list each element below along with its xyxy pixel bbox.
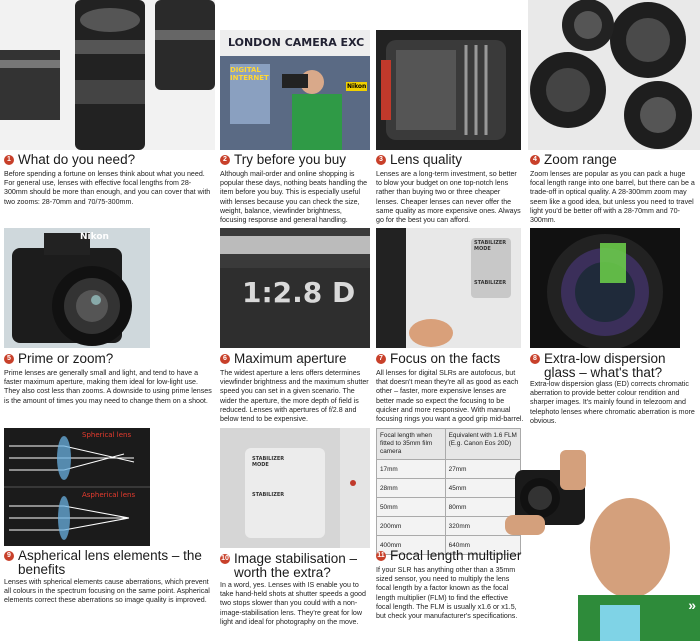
zoom-lenses-illustration (528, 0, 700, 150)
section-4-number: 4 (530, 155, 540, 165)
section-10-heading (220, 552, 375, 580)
lens-diagram-illustration (4, 428, 150, 546)
section-3-number: 3 (376, 155, 386, 165)
table-cell: 320mm (445, 517, 520, 536)
section-1-body: Before spending a fortune on lenses think about what you need. For general use, lenses with effective focal lengths from 28-300mm should be more than enough, and you can cover that with two zooms: 28-70mm and 70/75-300mm. (4, 170, 211, 206)
section-1-title: What do you need? (18, 152, 136, 167)
section-8-title: Extra-low dispersion glass – what's that? (544, 351, 666, 380)
section-10-body: In a word, yes. Lenses with IS enable you to take hand-held shots at shutter speeds a good two stops slower than you could with a non-image-stabilisation lens. They're great for low light and ideal for photography on the move. (220, 581, 366, 626)
section-2-title: Try before you buy (234, 152, 347, 167)
shop-photo (220, 30, 370, 150)
aspherical-lens-label: Aspherical lens (82, 491, 136, 499)
section-9-number: 9 (4, 551, 14, 561)
section-8-heading (530, 352, 698, 380)
table-cell: 50mm (377, 498, 446, 517)
shop-badge-text: Nikon (347, 83, 367, 90)
focus-ring-photo (376, 228, 521, 348)
focus-stabilizer-mode-text: STABILIZER MODE (474, 240, 507, 252)
section-8-number: 8 (530, 354, 540, 364)
table-cell: 27mm (445, 460, 520, 479)
section-3-heading (376, 153, 524, 167)
lens-quality-photo (376, 30, 521, 150)
table-cell: 400mm (377, 536, 446, 555)
table-cell: 28mm (377, 479, 446, 498)
section-7-heading (376, 352, 524, 366)
section-2-number: 2 (220, 155, 230, 165)
shop-sign-text: LONDON CAMERA EXC (228, 36, 365, 49)
table-cell: 45mm (445, 479, 520, 498)
section-8-body: Extra-low dispersion glass (ED) corrects chromatic aberration to provide better colour rendition and sharper images. It's mainly found in telezoom and telephoto lenses where chromatic aberration is more obvious. (530, 380, 695, 425)
photographer-illustration (500, 430, 700, 641)
section-1-number: 1 (4, 155, 14, 165)
lens-barrel-illustration (376, 30, 521, 150)
table-cell: 17mm (377, 460, 446, 479)
section-4-title: Zoom range (544, 152, 617, 167)
section-4-body: Zoom lenses are popular as you can pack a huge focal length range into one barrel, but there can be a trade-off in optical quality. A 28-300mm zoom may seem like a good idea, but unless you need to travel light you'd be better off with a 28-70mm and 70-300mm. (530, 170, 695, 225)
section-9-heading (4, 549, 214, 577)
section-6-title: Maximum aperture (234, 351, 347, 366)
section-7-body: All lenses for digital SLRs are autofocus, but that doesn't mean they're all as good as each other – faster, more expensive lenses are better made so expect the focusing to be quicker and more responsive. With manual focusing rings you want a good grip mid-barrel. (376, 369, 524, 424)
aperture-marking-text: 1:2.8 D (242, 276, 356, 309)
table-row (377, 498, 521, 517)
table-cell: 640mm (445, 536, 520, 555)
shop-window-text: DIGITAL INTERNET (230, 66, 269, 82)
section-2-body: Although mail-order and online shopping is popular these days, nothing beats handling the item before you buy. This is especially useful with lenses because you can check the size, weight, balance, viewfinder brightness, focusing response and general handling. (220, 170, 368, 225)
focus-stabilizer-text: STABILIZER (474, 280, 507, 286)
section-5-heading (4, 352, 214, 366)
photographer-photo (500, 430, 700, 641)
section-7-title: Focus on the facts (390, 351, 501, 366)
section-6-number: 6 (220, 354, 230, 364)
section-11-body: If your SLR has anything other than a 35mm sized sensor, you need to multiply the lens focal length by a factor known as the focal length multiplier (FLM) to find the effective focal length. The FLM is usually x1.6 or x1.5, but check your manufacturer's specifications. (376, 566, 518, 621)
zoom-lenses-photo (528, 0, 700, 150)
lenses-photo (0, 0, 215, 150)
section-11-title: Focal length multiplier (390, 548, 522, 563)
section-6-heading (220, 352, 370, 366)
stabiliser-illustration (220, 428, 370, 548)
section-5-number: 5 (4, 354, 14, 364)
section-4-heading (530, 153, 698, 167)
double-chevron-right-icon[interactable]: » (688, 597, 696, 613)
section-10-number: 10 (221, 555, 229, 562)
table-row (377, 517, 521, 536)
ed-glass-photo (530, 228, 680, 348)
section-9-title: Aspherical lens elements – the benefits (18, 548, 202, 577)
section-10-title: Image stabilisation – worth the extra? (234, 551, 358, 580)
section-2-heading (220, 153, 370, 167)
table-row (377, 479, 521, 498)
table-row (377, 460, 521, 479)
table-header-equivalent: Equivalent with 1.6 FLM (E.g. Canon Eos 20D) (445, 429, 520, 460)
lens-diagram (4, 428, 150, 546)
section-9-body: Lenses with spherical elements cause aberrations, which prevent all colours in the spectrum focusing on the same point. Aspherical elements correct these aberrations so image quality is improved. (4, 578, 210, 605)
section-5-title: Prime or zoom? (18, 351, 114, 366)
section-3-body: Lenses are a long-term investment, so better to blow your budget on one top-notch lens rather than buying two or three cheaper lenses. Cheaper lenses can never offer the same quality as more expensive ones. Always go for the best you can afford. (376, 170, 521, 225)
section-3-title: Lens quality (390, 152, 463, 167)
section-6-body: The widest aperture a lens offers determines viewfinder brightness and the maximum shutter speed you can set in a given scenario. The wider the aperture, the more depth of field is reduced. Lenses with apertures of f/2.8 and below tend to be expensive. (220, 369, 369, 424)
image-stabiliser-photo (220, 428, 370, 548)
table-header-35mm: Focal length when fitted to 35mm film camera (377, 429, 446, 460)
section-7-number: 7 (376, 354, 386, 364)
spherical-lens-label: Spherical lens (82, 431, 132, 439)
ed-glass-illustration (530, 228, 680, 348)
table-cell: 80mm (445, 498, 520, 517)
section-1-heading (4, 153, 214, 167)
aperture-photo (220, 228, 370, 348)
table-cell: 200mm (377, 517, 446, 536)
lenses-illustration (0, 0, 215, 150)
camera-illustration (4, 228, 150, 348)
nikon-camera-photo (4, 228, 150, 348)
stab-text: STABILIZER (252, 492, 285, 498)
section-5-body: Prime lenses are generally small and light, and tend to have a faster maximum aperture, making them ideal for low-light use. They also cost less than zooms. A downside to using prime lenses is the amount of times you may need to change them on a shoot. (4, 369, 212, 405)
camera-brand-text: Nikon (80, 232, 109, 242)
section-11-number: 11 (377, 552, 385, 559)
stab-mode-text: STABILIZER MODE (252, 456, 285, 468)
